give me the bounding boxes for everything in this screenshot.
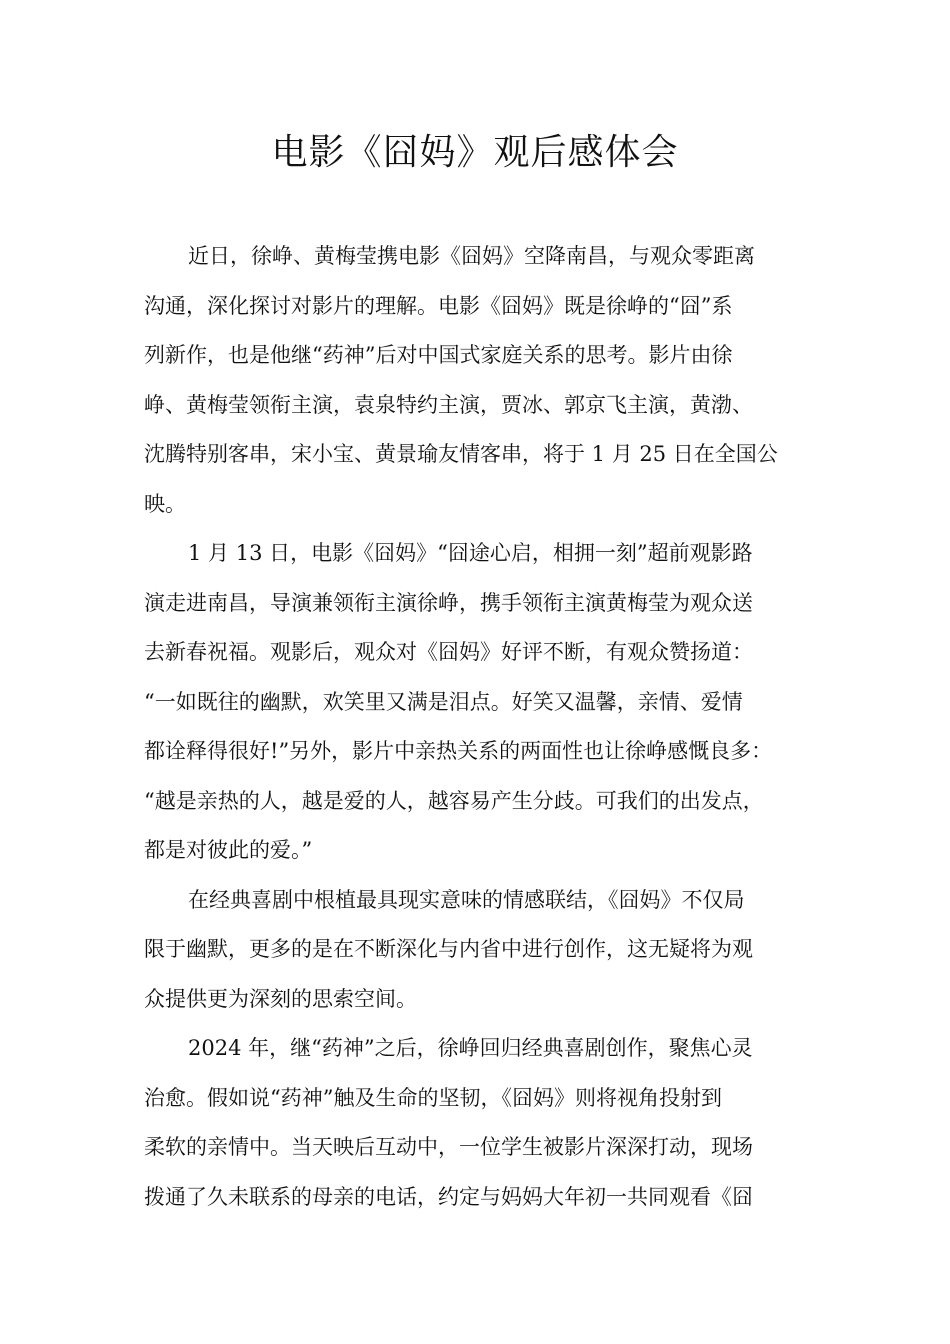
paragraph-4-line-4: 拨通了久未联系的母亲的电话，约定与妈妈大年初一共同观看《囧 — [144, 1184, 753, 1209]
paragraph-2-line-5: 都诠释得很好!”另外，影片中亲热关系的两面性也让徐峥感慨良多： — [144, 739, 773, 763]
document-title: 电影《囧妈》观后感体会 — [271, 132, 679, 173]
paragraph-3-line-3: 众提供更为深刻的思索空间。 — [144, 986, 417, 1011]
paragraph-1-line-4: 峥、黄梅莹领衔主演，袁泉特约主演，贾冰、郭京飞主演，黄渤、 — [144, 392, 753, 417]
paragraph-3-line-2: 限于幽默，更多的是在不断深化与内省中进行创作，这无疑将为观 — [144, 937, 753, 961]
paragraph-4-line-3: 柔软的亲情中。当天映后互动中，一位学生被影片深深打动，现场 — [144, 1135, 753, 1159]
paragraph-1-line-1: 近日，徐峥、黄梅莹携电影《囧妈》空降南昌，与观众零距离 — [188, 244, 755, 268]
paragraph-2-line-1: 1 月 13 日，电影《囧妈》“囧途心启，相拥一刻”超前观影路 — [188, 541, 753, 565]
paragraph-4-line-1: 2024 年，继“药神”之后，徐峥回归经典喜剧创作，聚焦心灵 — [188, 1036, 753, 1060]
paragraph-3-line-1: 在经典喜剧中根植最具现实意味的情感联结，《囧妈》不仅局 — [188, 887, 745, 912]
document-body — [144, 232, 809, 1222]
paragraph-1-line-6: 映。 — [144, 491, 186, 516]
paragraph-1-line-5: 沈腾特别客串，宋小宝、黄景瑜友情客串，将于 1 月 25 日在全国公 — [144, 442, 778, 466]
paragraph-2-line-3: 去新春祝福。观影后，观众对《囧妈》好评不断，有观众赞扬道： — [144, 640, 753, 664]
paragraph-1-line-2: 沟通，深化探讨对影片的理解。电影《囧妈》既是徐峥的“囧”系 — [144, 293, 733, 318]
paragraph-2-line-7: 都是对彼此的爱。” — [144, 838, 313, 862]
paragraph-1-line-3: 列新作，也是他继“药神”后对中国式家庭关系的思考。影片由徐 — [144, 343, 733, 367]
paragraph-2-line-2: 演走进南昌，导演兼领衔主演徐峥，携手领衔主演黄梅莹为观众送 — [144, 590, 753, 615]
paragraph-2-line-6: “越是亲热的人，越是爱的人，越容易产生分歧。可我们的出发点， — [144, 788, 764, 813]
paragraph-4-line-2: 治愈。假如说“药神”触及生命的坚韧，《囧妈》则将视角投射到 — [144, 1085, 722, 1110]
paragraph-2-line-4: “一如既往的幽默，欢笑里又满是泪点。好笑又温馨，亲情、爱情 — [144, 689, 743, 714]
